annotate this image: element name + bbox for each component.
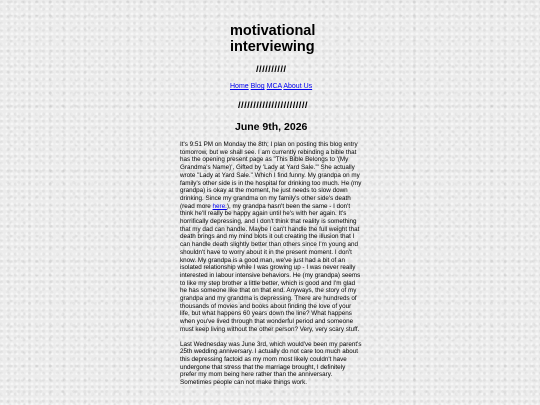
title-divider: ////////// xyxy=(256,64,287,75)
nav-bar xyxy=(230,83,312,90)
nav-link-mca[interactable]: MCA xyxy=(266,83,282,90)
post-paragraph: Last Wednesday was June 3rd, which would've been my parent's 25th wedding anniversary. I actually do not care too much about this depressing factoid as my mom most likely couldn't have undergone that stress that the marriage brought, I definitely prefer my mom being here rather than the anniversary. Sometimes people can not make things work. xyxy=(180,340,362,387)
post-paragraph-text: It's 9:51 PM on Monday the 8th; I plan on posting this blog entry tomorrow, but we shall see. I am currently rebinding a bible that has the opening present page as "This Bible Belongs to '(My Grandma's Name)', Gifted by 'Lady at Yard Sale.'" She actually wrote "Lady at Yard Sale." Which I find funny. My grandpa on my family's other side is in the hospital for drinking too much. He (my grandpa) is okay at the moment, he just needs to slow down drinking. Since my grandma on my family's other side's death (read more xyxy=(180,141,362,210)
nav-link-about-us[interactable]: About Us xyxy=(283,83,313,90)
post-paragraph-text: ), my grandpa hasn't been the same - I don't think he'll really be happy again until he's with her again. It's horrifically depressing, and I don't think that reality is something that my dad can handle. Maybe I can't handle the full weight that death brings and my mind blots it out creating the illusion that I can handle death slightly better than others since I'm young and shouldn't have to worry about it in the present moment. I don't know. My grandpa is a good man, we've just had a bit of an isolated relationship while I was growing up - I was never really interested in labour intensive behaviors. He (my grandpa) seems to like my step brother a little better, which is good and I'm glad he has someone like that on that end. Anyways, the story of my grandpa and my grandma is depressing. There are hundreds of thousands of movies and books about finding the love of your life, but what happens 60 years down the line? What happens when you've lived through that wonderful period and someone must keep living without the other person? Very, very scary stuff. xyxy=(180,202,361,333)
post-body xyxy=(180,141,362,394)
nav-link-blog[interactable]: Blog xyxy=(250,83,265,90)
nav-divider: /////////////////////// xyxy=(238,100,308,111)
post-date: June 9th, 2026 xyxy=(235,121,308,133)
site-title: motivational interviewing xyxy=(230,23,316,55)
nav-link-home[interactable]: Home xyxy=(230,83,249,90)
read-more-link[interactable]: here. xyxy=(212,202,227,210)
post-paragraph xyxy=(180,141,362,334)
